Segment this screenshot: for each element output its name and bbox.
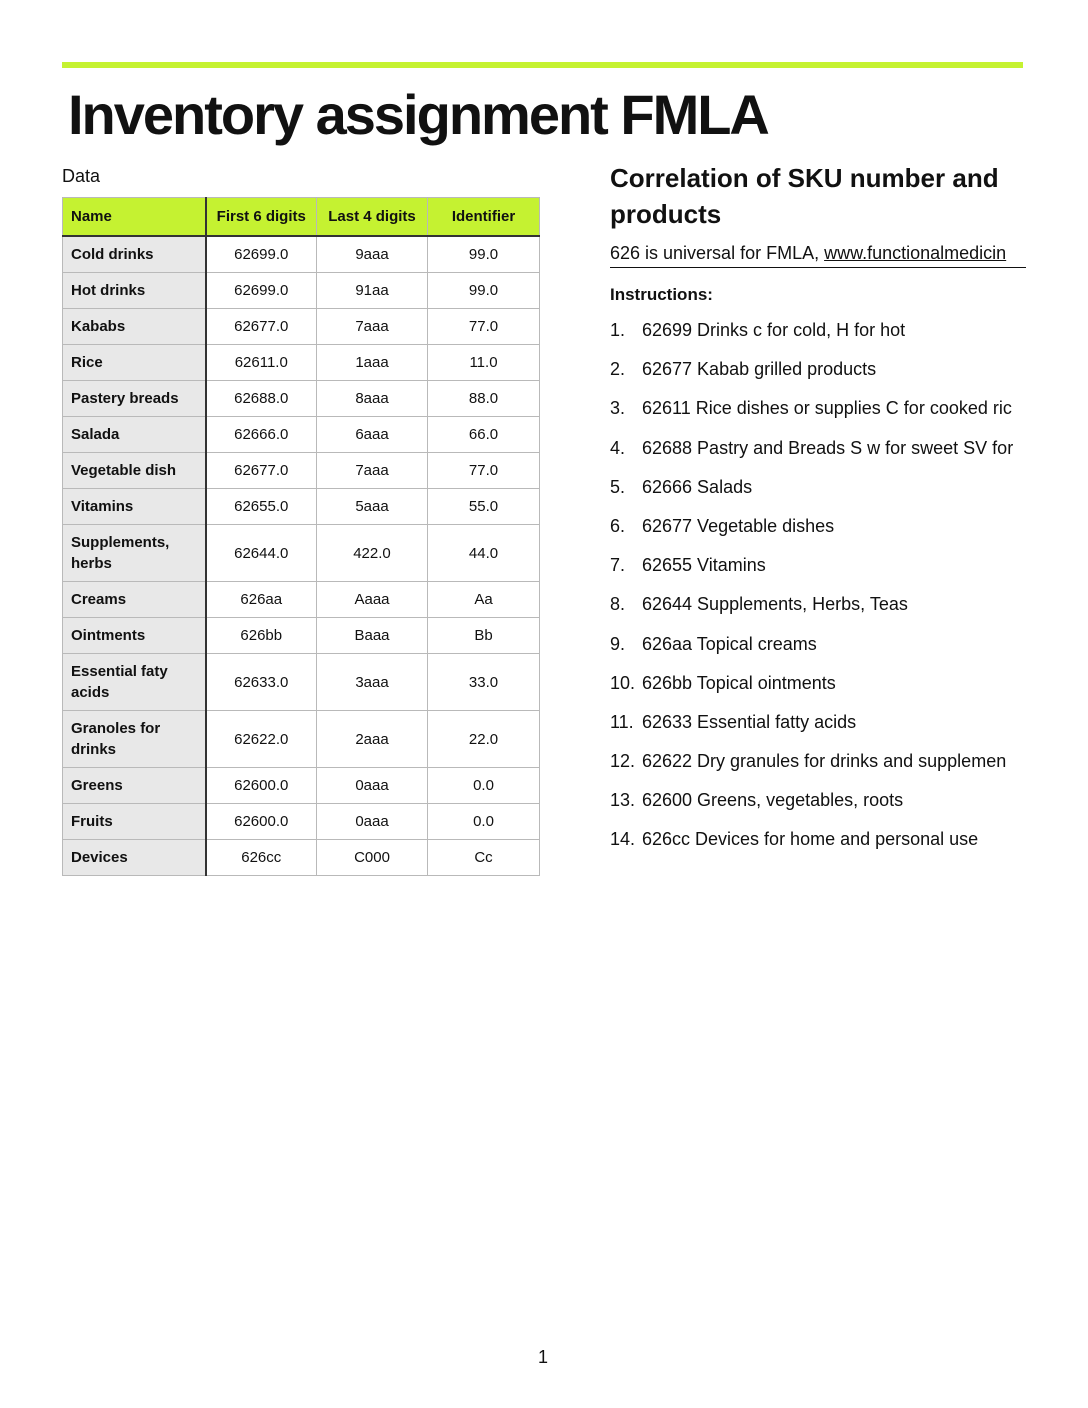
list-item (610, 512, 1026, 551)
header-identifier: Identifier (428, 198, 540, 237)
list-number: 11. (610, 711, 634, 732)
row-identifier: 66.0 (428, 417, 540, 453)
row-name: Essential faty acids (63, 654, 206, 711)
list-number: 6. (610, 515, 626, 536)
list-item (610, 747, 1026, 786)
list-number: 13. (610, 790, 636, 811)
row-last-digits: 7aaa (317, 309, 428, 345)
data-section-label: Data (62, 166, 101, 186)
list-item-text: 62611 Rice dishes or supplies C for cooked ric (642, 398, 1012, 419)
intro-text: 626 is universal for FMLA, (610, 243, 825, 263)
row-last-digits: Aaaa (317, 582, 428, 618)
row-last-digits: 1aaa (317, 345, 428, 381)
table-row (63, 654, 540, 711)
row-first-digits: 62622.0 (206, 711, 317, 768)
table-header-row (63, 198, 540, 237)
row-last-digits: 2aaa (317, 711, 428, 768)
row-identifier: 33.0 (428, 654, 540, 711)
list-number: 2. (610, 359, 626, 380)
list-number: 12. (610, 751, 636, 772)
table-row (63, 489, 540, 525)
row-identifier: 0.0 (428, 768, 540, 804)
row-last-digits: 7aaa (317, 453, 428, 489)
row-first-digits: 62677.0 (206, 453, 317, 489)
header-last-4-digits: Last 4 digits (317, 198, 428, 237)
row-identifier: 55.0 (428, 489, 540, 525)
row-name: Cold drinks (63, 236, 206, 273)
row-first-digits: 62611.0 (206, 345, 317, 381)
row-identifier: Aa (428, 582, 540, 618)
row-name: Vegetable dish (63, 453, 206, 489)
table-row (63, 236, 540, 273)
table-row (63, 582, 540, 618)
table-row (63, 381, 540, 417)
row-name: Greens (63, 768, 206, 804)
row-first-digits: 62699.0 (206, 236, 317, 273)
row-last-digits: 0aaa (317, 804, 428, 840)
row-name: Creams (63, 582, 206, 618)
list-item-text: 62600 Greens, vegetables, roots (642, 790, 904, 811)
list-number: 14. (610, 829, 636, 850)
row-last-digits: 8aaa (317, 381, 428, 417)
header-first-6-digits: First 6 digits (206, 198, 317, 237)
row-first-digits: 62633.0 (206, 654, 317, 711)
row-first-digits: 62600.0 (206, 804, 317, 840)
list-item (610, 355, 1026, 394)
list-number: 4. (610, 437, 626, 458)
list-item-text: 62699 Drinks c for cold, H for hot (642, 320, 906, 340)
row-name: Devices (63, 840, 206, 876)
list-number: 7. (610, 555, 626, 576)
list-number: 10. (610, 672, 636, 693)
table-row (63, 840, 540, 876)
list-number: 9. (610, 633, 626, 654)
row-last-digits: 9aaa (317, 236, 428, 273)
table-row (63, 345, 540, 381)
row-name: Salada (63, 417, 206, 453)
correlation-section (610, 240, 1026, 880)
row-first-digits: 62677.0 (206, 309, 317, 345)
table-row (63, 618, 540, 654)
row-last-digits: 3aaa (317, 654, 428, 711)
row-name: Rice (63, 345, 206, 381)
table-row (63, 711, 540, 768)
list-item (610, 669, 1026, 708)
row-last-digits: 91aa (317, 273, 428, 309)
list-item-text: 626aa Topical creams (642, 633, 817, 654)
inventory-table (62, 197, 540, 876)
table-row (63, 417, 540, 453)
row-name: Supplements, herbs (63, 525, 206, 582)
correlation-heading: Correlation of SKU number and products (610, 163, 999, 229)
list-number: 3. (610, 398, 626, 419)
row-name: Hot drinks (63, 273, 206, 309)
row-first-digits: 62688.0 (206, 381, 317, 417)
list-number: 8. (610, 594, 626, 615)
list-item-text: 62622 Dry granules for drinks and supplemen (642, 751, 1007, 772)
list-item-text: 62688 Pastry and Breads S w for sweet SV for (642, 437, 1014, 458)
row-identifier: 99.0 (428, 236, 540, 273)
intro-line (610, 240, 1026, 268)
row-name: Fruits (63, 804, 206, 840)
row-name: Ointments (63, 618, 206, 654)
row-name: Pastery breads (63, 381, 206, 417)
list-item (610, 825, 1026, 864)
list-item-text: 62677 Vegetable dishes (642, 515, 835, 536)
row-identifier: 88.0 (428, 381, 540, 417)
row-identifier: 0.0 (428, 804, 540, 840)
table-row (63, 273, 540, 309)
list-item (610, 473, 1026, 512)
instructions-list (610, 316, 1026, 865)
table-row (63, 804, 540, 840)
row-first-digits: 626bb (206, 618, 317, 654)
row-first-digits: 626aa (206, 582, 317, 618)
instructions-label: Instructions: (610, 285, 713, 304)
row-first-digits: 62600.0 (206, 768, 317, 804)
accent-bar (62, 62, 1023, 68)
row-identifier: Bb (428, 618, 540, 654)
row-name: Kababs (63, 309, 206, 345)
list-item (610, 708, 1026, 747)
row-last-digits: 0aaa (317, 768, 428, 804)
list-item (610, 434, 1026, 473)
table-row (63, 525, 540, 582)
list-item (610, 316, 1026, 355)
row-name: Vitamins (63, 489, 206, 525)
list-item-text: 62633 Essential fatty acids (642, 711, 857, 732)
row-identifier: 77.0 (428, 453, 540, 489)
table-row (63, 768, 540, 804)
list-item-text: 62677 Kabab grilled products (642, 359, 877, 380)
row-identifier: 99.0 (428, 273, 540, 309)
list-item (610, 786, 1026, 825)
row-identifier: 77.0 (428, 309, 540, 345)
row-first-digits: 62666.0 (206, 417, 317, 453)
page-number: 1 (537, 1347, 548, 1367)
row-identifier: 11.0 (428, 345, 540, 381)
row-first-digits: 626cc (206, 840, 317, 876)
list-number: 5. (610, 476, 626, 497)
list-number: 1. (610, 320, 626, 340)
row-last-digits: 422.0 (317, 525, 428, 582)
row-first-digits: 62655.0 (206, 489, 317, 525)
row-last-digits: C000 (317, 840, 428, 876)
list-item-text: 62655 Vitamins (642, 555, 766, 576)
row-last-digits: 5aaa (317, 489, 428, 525)
list-item-text: 626bb Topical ointments (642, 672, 836, 693)
row-name: Granoles for drinks (63, 711, 206, 768)
list-item-text: 62666 Salads (642, 476, 753, 497)
list-item (610, 394, 1026, 433)
header-name: Name (63, 198, 206, 237)
list-item-text: 62644 Supplements, Herbs, Teas (642, 594, 908, 615)
list-item-text: 626cc Devices for home and personal use (642, 829, 979, 850)
row-identifier: 22.0 (428, 711, 540, 768)
website-link[interactable]: www.functionalmedicin (824, 243, 1007, 263)
list-item (610, 551, 1026, 590)
row-identifier: 44.0 (428, 525, 540, 582)
list-item (610, 630, 1026, 669)
table-row (63, 453, 540, 489)
row-identifier: Cc (428, 840, 540, 876)
list-item (610, 590, 1026, 629)
row-last-digits: Baaa (317, 618, 428, 654)
row-first-digits: 62644.0 (206, 525, 317, 582)
row-first-digits: 62699.0 (206, 273, 317, 309)
row-last-digits: 6aaa (317, 417, 428, 453)
page-title: Inventory assignment FMLA (68, 83, 768, 146)
table-row (63, 309, 540, 345)
